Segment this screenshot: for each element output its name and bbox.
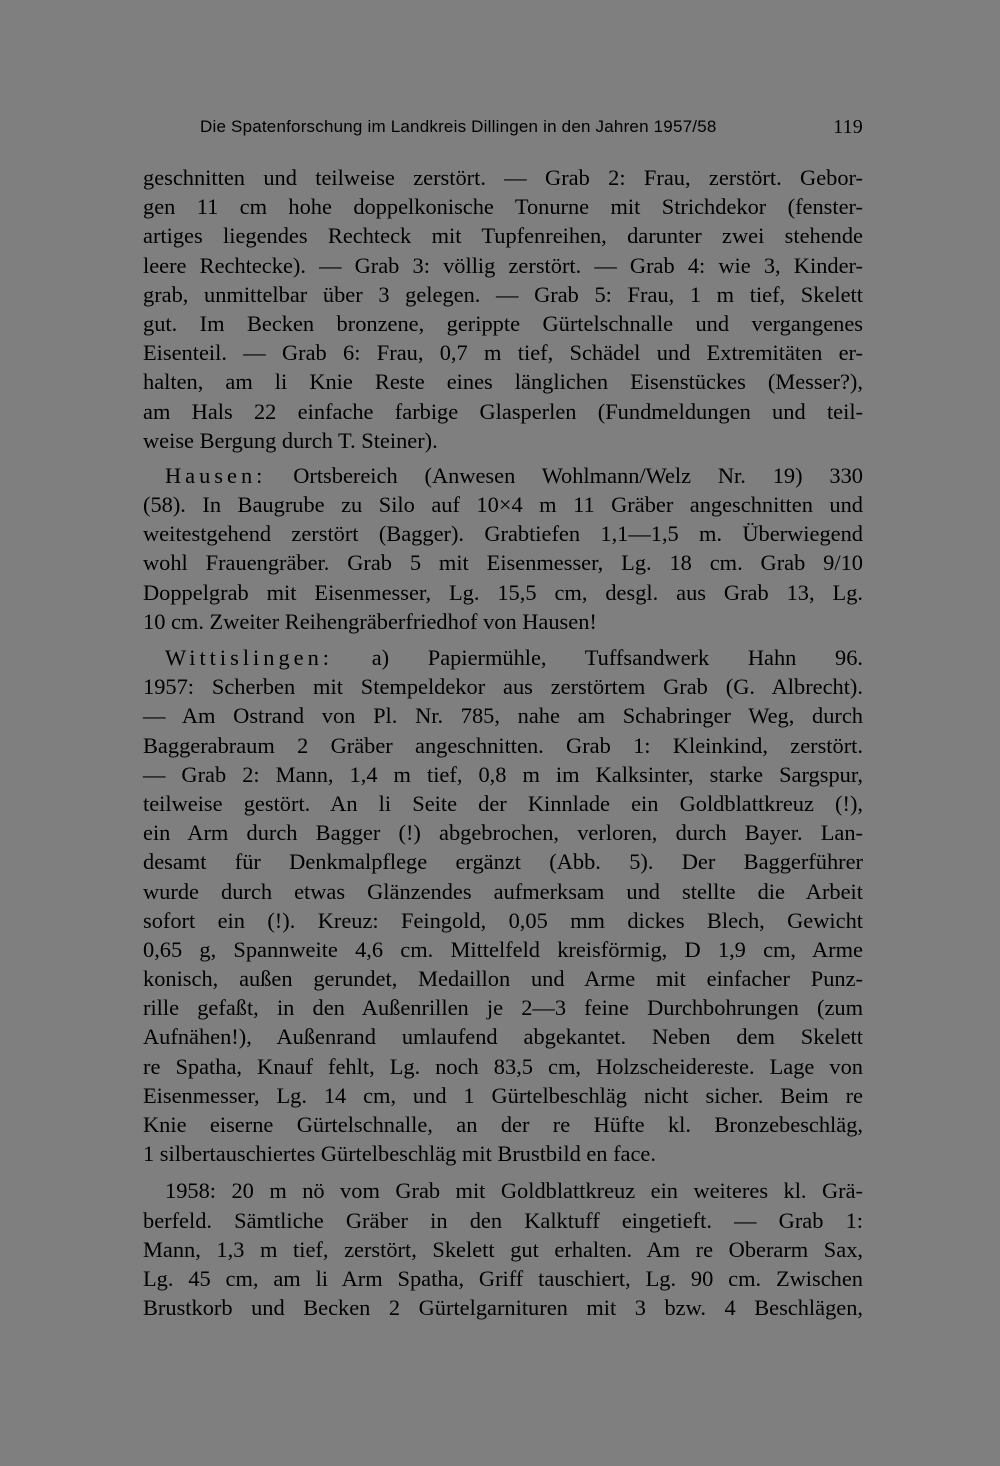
text-line: Aufnähen!), Außenrand umlaufend abgekantet. Neben dem Skelett <box>143 1024 863 1050</box>
paragraph-wittislingen <box>143 643 863 1168</box>
text-line: Doppelgrab mit Eisenmesser, Lg. 15,5 cm, desgl. aus Grab 13, Lg. <box>143 579 863 605</box>
text-line: konisch, außen gerundet, Medaillon und Arme mit einfacher Punz- <box>143 966 863 992</box>
place-name-wittislingen: Wittislingen: <box>165 645 334 670</box>
text-line: Mann, 1,3 m tief, zerstört, Skelett gut erhalten. Am re Oberarm Sax, <box>143 1236 863 1262</box>
text-line: Eisenmesser, Lg. 14 cm, und 1 Gürtelbeschläg nicht sicher. Beim re <box>143 1082 863 1108</box>
text-line: 1 silbertauschiertes Gürtelbeschläg mit Brustbild en face. <box>143 1141 656 1167</box>
text-line: sofort ein (!). Kreuz: Feingold, 0,05 mm dickes Blech, Gewicht <box>143 907 863 933</box>
text-line: re Spatha, Knauf fehlt, Lg. noch 83,5 cm, Holzscheidereste. Lage von <box>143 1053 863 1079</box>
text-line: Baggerabraum 2 Gräber angeschnitten. Grab 1: Kleinkind, zerstört. <box>143 732 863 758</box>
running-head <box>200 117 865 141</box>
text-line: weise Bergung durch T. Steiner). <box>143 427 438 453</box>
text-line: artiges liegendes Rechteck mit Tupfenreihen, darunter zwei stehende <box>143 223 863 249</box>
text-line: — Grab 2: Mann, 1,4 m tief, 0,8 m im Kalksinter, starke Sargspur, <box>143 761 863 787</box>
running-head-title: Die Spatenforschung im Landkreis Dillingen in den Jahren 1957/58 <box>200 117 717 136</box>
text-line: ein Arm durch Bagger (!) abgebrochen, verloren, durch Bayer. Lan- <box>143 820 863 846</box>
page-number: 119 <box>833 116 863 138</box>
text-line: Knie eiserne Gürtelschnalle, an der re Hüfte kl. Bronzebeschläg, <box>143 1112 863 1137</box>
text-line: 1957: Scherben mit Stempeldekor aus zerstörtem Grab (G. Albrecht). <box>143 674 863 700</box>
text-line: geschnitten und teilweise zerstört. — Grab 2: Frau, zerstört. Gebor- <box>143 165 863 190</box>
paragraph-grave-list <box>143 163 863 455</box>
text-line: Eisenteil. — Grab 6: Frau, 0,7 m tief, Schädel und Extremitäten er- <box>143 340 863 366</box>
text-line: 0,65 g, Spannweite 4,6 cm. Mittelfeld kreisförmig, D 1,9 cm, Arme <box>143 936 863 962</box>
body-text <box>143 163 863 1322</box>
text-line: gen 11 cm hohe doppelkonische Tonurne mit Strichdekor (fenster- <box>143 194 863 220</box>
text-line: halten, am li Knie Reste eines länglichen Eisenstückes (Messer?), <box>143 369 863 395</box>
text-line: wohl Frauengräber. Grab 5 mit Eisenmesser, Lg. 18 cm. Grab 9/10 <box>143 550 863 576</box>
text-line: grab, unmittelbar über 3 gelegen. — Grab 5: Frau, 1 m tief, Skelett <box>143 281 863 307</box>
text-line: rille gefaßt, in den Außenrillen je 2—3 feine Durchbohrungen (zum <box>143 995 863 1021</box>
text-line: weitestgehend zerstört (Bagger). Grabtiefen 1,1—1,5 m. Überwiegend <box>143 521 863 547</box>
text-line: Lg. 45 cm, am li Arm Spatha, Griff tauschiert, Lg. 90 cm. Zwischen <box>143 1265 863 1291</box>
text-line: berfeld. Sämtliche Gräber in den Kalktuff eingetieft. — Grab 1: <box>143 1207 863 1233</box>
text-line: — Am Ostrand von Pl. Nr. 785, nahe am Schabringer Weg, durch <box>143 703 863 729</box>
paragraph-hausen <box>143 461 863 636</box>
text-line: gut. Im Becken bronzene, gerippte Gürtelschnalle und vergangenes <box>143 310 863 336</box>
text-segment: 1958: 20 m nö vom Grab mit Goldblattkreuz ein weiteres kl. Grä- <box>165 1178 863 1204</box>
paragraph-1958 <box>143 1176 863 1322</box>
text-segment: a) Papiermühle, Tuffsandwerk Hahn 96. <box>333 645 863 670</box>
text-line: am Hals 22 einfache farbige Glasperlen (Fundmeldungen und teil- <box>143 398 863 424</box>
place-name-hausen: Hausen: <box>165 462 267 488</box>
text-line <box>143 643 863 672</box>
text-line: (58). In Baugrube zu Silo auf 10×4 m 11 Gräber angeschnitten und <box>143 492 863 518</box>
text-line: 10 cm. Zweiter Reihengräberfriedhof von Hausen! <box>143 608 597 634</box>
text-line <box>143 1176 863 1205</box>
text-line: Brustkorb und Becken 2 Gürtelgarnituren mit 3 bzw. 4 Beschlägen, <box>143 1295 863 1321</box>
text-segment: Ortsbereich (Anwesen Wohlmann/Welz Nr. 19) 330 <box>266 462 863 488</box>
text-line: desamt für Denkmalpflege ergänzt (Abb. 5). Der Baggerführer <box>143 849 863 875</box>
text-line: leere Rechtecke). — Grab 3: völlig zerstört. — Grab 4: wie 3, Kinder- <box>143 252 863 278</box>
text-line: teilweise gestört. An li Seite der Kinnlade ein Goldblattkreuz (!), <box>143 790 863 816</box>
text-line: wurde durch etwas Glänzendes aufmerksam und stellte die Arbeit <box>143 878 863 904</box>
text-line <box>143 461 863 490</box>
